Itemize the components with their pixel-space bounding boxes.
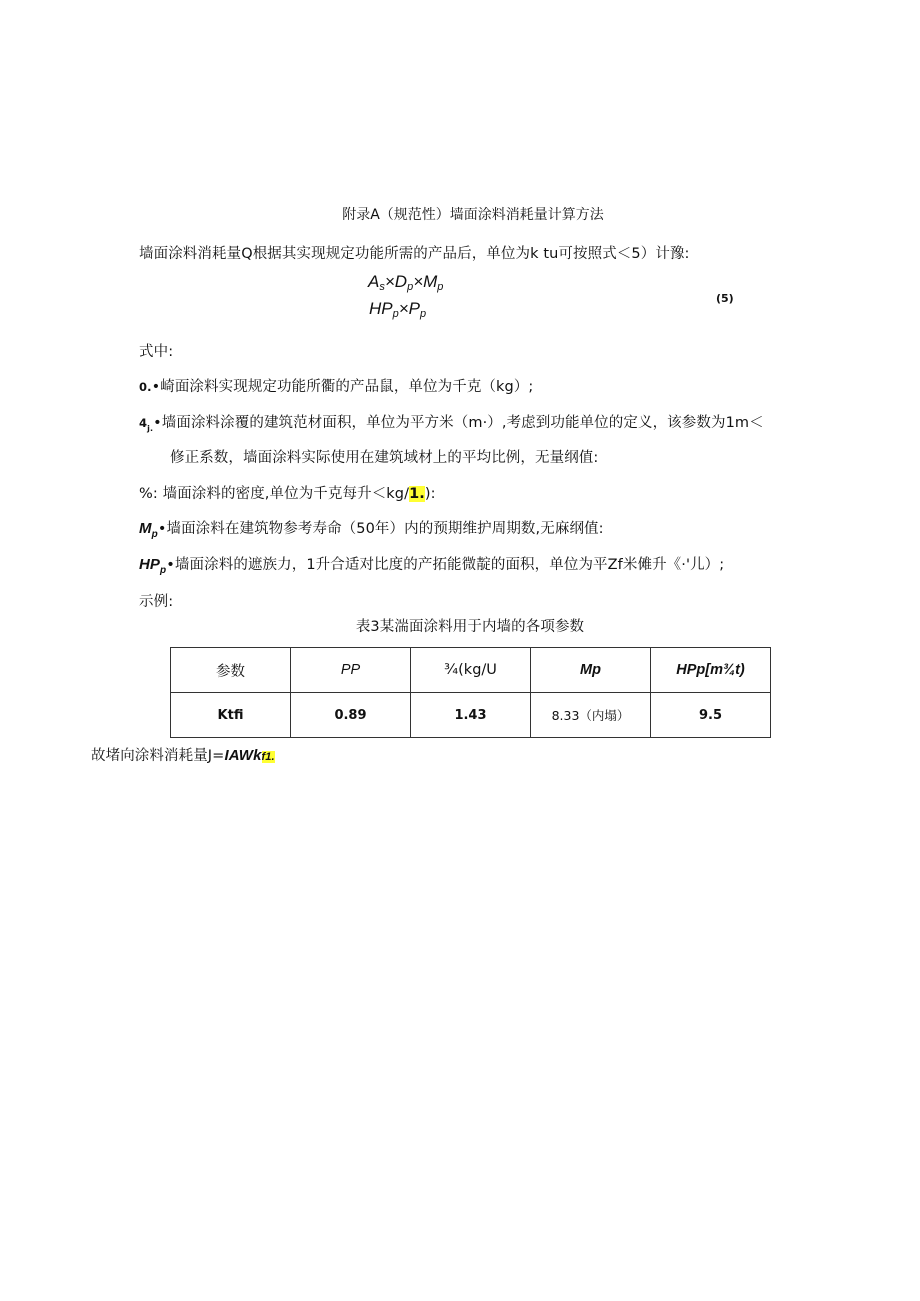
formula-numerator <box>368 272 443 293</box>
formula-den-hp-sub: p <box>392 308 399 320</box>
appendix-title: 附录A（规范性）墙面涂料消耗量计算方法 <box>342 207 604 223</box>
definition-density-text: 墙面涂料的密度,单位为千克每升＜kg/ <box>162 486 410 502</box>
table-cell-pp: 0.89 <box>291 693 411 738</box>
definition-hiding-power-sub: p <box>160 564 167 576</box>
table-header-hpp: HPp[m¾t) <box>651 648 771 693</box>
table-header-density: ¾(kg∕U <box>411 648 531 693</box>
formula-num-a: A <box>368 272 380 291</box>
formula-num-m: ×M <box>413 272 438 291</box>
table-header-param: 参数 <box>171 648 291 693</box>
intro-paragraph: 墙面涂料消耗量Q根据其实现规定功能所需的产品后，单位为k tu可按照式＜5）计豫: <box>139 246 690 262</box>
table-header-mp: Mp <box>531 648 651 693</box>
formula-num-d-sub: p <box>407 281 414 293</box>
definition-correction: 修正系数，墙面涂料实际使用在建筑域材上的平均比例，无量纲值: <box>170 450 599 466</box>
table-cell-label: Ktfi <box>171 693 291 738</box>
definition-maintenance-symbol: M <box>139 520 152 537</box>
definition-area-text: •墙面涂料涂覆的建筑范材面积，单位为平方米（m·）,考虑到功能单位的定义，该参数为1m＜ <box>153 415 764 431</box>
formula-denominator <box>369 299 426 320</box>
table-caption: 表3某湍面涂料用于内墙的各项参数 <box>355 619 585 635</box>
definition-area <box>139 411 764 433</box>
definition-density-highlight: 1. <box>409 486 425 502</box>
example-label: 示例: <box>139 594 174 610</box>
conclusion-symbol: IAWk <box>224 747 262 764</box>
definition-area-symbol: 4 <box>139 416 148 430</box>
definition-maintenance-text: •墙面涂料在建筑物参考寿命（50年）内的预期维护周期数,无麻纲值: <box>157 521 604 537</box>
formula-den-p: ×P <box>398 299 421 318</box>
definition-density-symbol: %: <box>139 486 158 502</box>
formula-num-a-sub: s <box>379 281 385 293</box>
formula-den-hp: HP <box>369 299 393 318</box>
table-cell-density: 1.43 <box>411 693 531 738</box>
formula-num-d: ×D <box>384 272 408 291</box>
table-cell-hpp: 9.5 <box>651 693 771 738</box>
conclusion-highlight: f1. <box>261 751 275 763</box>
definition-hiding-power <box>139 553 724 576</box>
definition-q-text: •崎面涂料实现规定功能所衢的产品鼠，单位为千克（kg）; <box>151 379 534 395</box>
conclusion-text: 故堵向涂料消耗量J= <box>91 748 225 764</box>
table-row <box>171 693 771 738</box>
table-header-pp: PP <box>291 648 411 693</box>
definition-maintenance <box>139 517 604 540</box>
where-label: 式中: <box>139 344 174 360</box>
table-header-row <box>171 648 771 693</box>
parameters-table <box>170 647 771 738</box>
conclusion <box>91 744 275 765</box>
formula-den-p-sub: p <box>420 308 427 320</box>
equation-number: (5) <box>716 292 734 305</box>
definition-q <box>139 375 533 396</box>
definition-density-tail: ): <box>424 486 436 502</box>
table-cell-mp: 8.33（内塌） <box>531 693 651 738</box>
definition-maintenance-sub: p <box>151 528 158 540</box>
definition-hiding-power-symbol: HP <box>139 556 161 573</box>
definition-q-symbol: 0. <box>139 380 152 394</box>
definition-area-sub: j. <box>147 423 154 433</box>
formula-num-m-sub: p <box>437 281 444 293</box>
definition-hiding-power-text: •墙面涂料的遮族力，1升合适对比度的产拓能微靛的面积，单位为平Zf米傩升《·'儿）; <box>166 557 725 573</box>
definition-density <box>139 482 436 503</box>
